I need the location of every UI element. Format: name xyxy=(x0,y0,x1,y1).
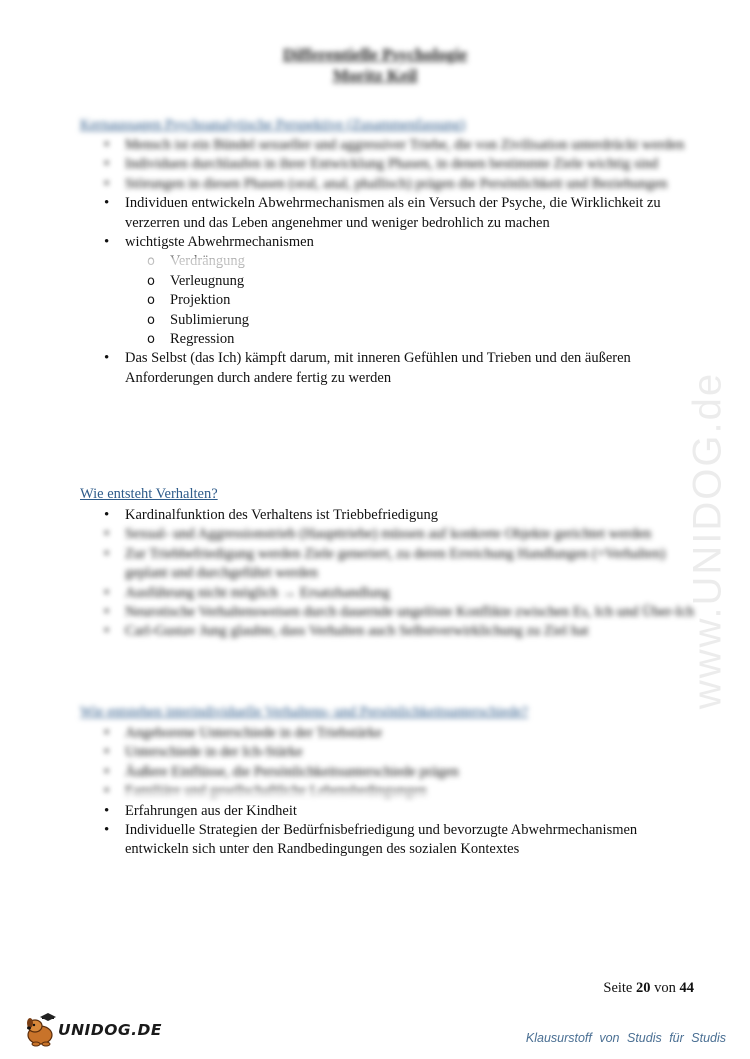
page-current: 20 xyxy=(636,980,651,996)
blur-overlay xyxy=(120,256,710,269)
section-heading-unterschiede[interactable]: Wie entstehen interindividuelle Verhaltens- und Persönlichkeitsunterschiede? xyxy=(80,704,529,720)
sublist-item: o Verleugnung xyxy=(125,272,700,291)
list-item: • Äußere Einflüsse, die Persönlichkeitsunterschiede prägen xyxy=(80,763,700,782)
list-item: • Zur Triebbefriedigung werden Ziele generiert, zu deren Erreichung Handlungen (=Verhalten) geplant und durchgeführt werden xyxy=(80,545,700,584)
list-item: • Sexual- und Aggressionstrieb (Haupttriebe) müssen auf konkrete Objekte gerichtet werden xyxy=(80,525,700,544)
section-heading-kernaussagen[interactable]: Kernaussagen Psychoanalytische Perspektive (Zusammenfassung) xyxy=(80,117,466,133)
list-verhalten xyxy=(80,506,700,642)
list-item: • Unterschiede in der Ich-Stärke xyxy=(80,743,700,762)
list-item: • Individuen entwickeln Abwehrmechanismen als ein Versuch der Psyche, die Wirklichkeit zu verzerren und das Leben angenehmer und weniger bedrohlich zu machen xyxy=(80,194,700,233)
footer-slogan: Klausurstoff von Studis für Studis xyxy=(525,1031,726,1045)
watermark-text: www.UNIDOG.de xyxy=(685,371,730,710)
sublist-item: o Projektion xyxy=(125,291,700,310)
section-heading-verhalten[interactable]: Wie entsteht Verhalten? xyxy=(80,486,218,502)
blur-overlay xyxy=(120,790,710,800)
list-item: • Neurotische Verhaltensweisen durch dauernde ungelöste Konflikte zwischen Es, Ich und Über-Ich xyxy=(80,603,700,622)
page-of: von xyxy=(654,980,676,996)
page-title xyxy=(0,44,750,86)
list-item: • Ausführung nicht möglich → Ersatzhandlung xyxy=(80,584,700,603)
sublist-item: o Sublimierung xyxy=(125,311,700,330)
list-item: • Carl-Gustav Jung glaubte, dass Verhalten auch Selbstverwirklichung zu Ziel hat xyxy=(80,622,700,641)
page-number xyxy=(603,980,694,997)
title-line-2: Moritz Keil xyxy=(332,66,418,85)
unidog-logo[interactable] xyxy=(22,1013,162,1047)
mechanisms-label: wichtigste Abwehrmechanismen xyxy=(125,234,314,251)
list-item: • Mensch ist ein Bündel sexueller und aggressiver Triebe, die von Zivilisation unterdrückt werden xyxy=(80,136,700,155)
page-total: 44 xyxy=(679,980,694,996)
list-item: • Störungen in diesen Phasen (oral, anal, phallisch) prägen die Persönlichkeit und Beziehungen xyxy=(80,175,700,194)
list-item: • Kardinalfunktion des Verhaltens ist Triebbefriedigung xyxy=(80,506,700,525)
list-item: • Individuen durchlaufen in ihrer Entwicklung Phasen, in denen bestimmte Ziele wichtig sind xyxy=(80,155,700,174)
dog-icon xyxy=(22,1013,58,1047)
list-item: • Erfahrungen aus der Kindheit xyxy=(80,802,700,821)
logo-text: UNIDOG.DE xyxy=(58,1021,162,1039)
list-item-abwehrmechanismen xyxy=(80,233,700,349)
sublist-item: o Regression xyxy=(125,330,700,349)
title-line-1: Differentielle Psychologie xyxy=(282,45,468,64)
list-item: • Angeborene Unterschiede in der Triebstärke xyxy=(80,724,700,743)
list-item: • Individuelle Strategien der Bedürfnisbefriedigung und bevorzugte Abwehrmechanismen entwickeln sich unter den Randbedingungen des sozialen Kontextes xyxy=(80,821,700,860)
page-label: Seite xyxy=(603,980,633,996)
list-item: • Das Selbst (das Ich) kämpft darum, mit inneren Gefühlen und Trieben und den äußeren Anforderungen durch andere fertig zu werden xyxy=(80,349,700,388)
